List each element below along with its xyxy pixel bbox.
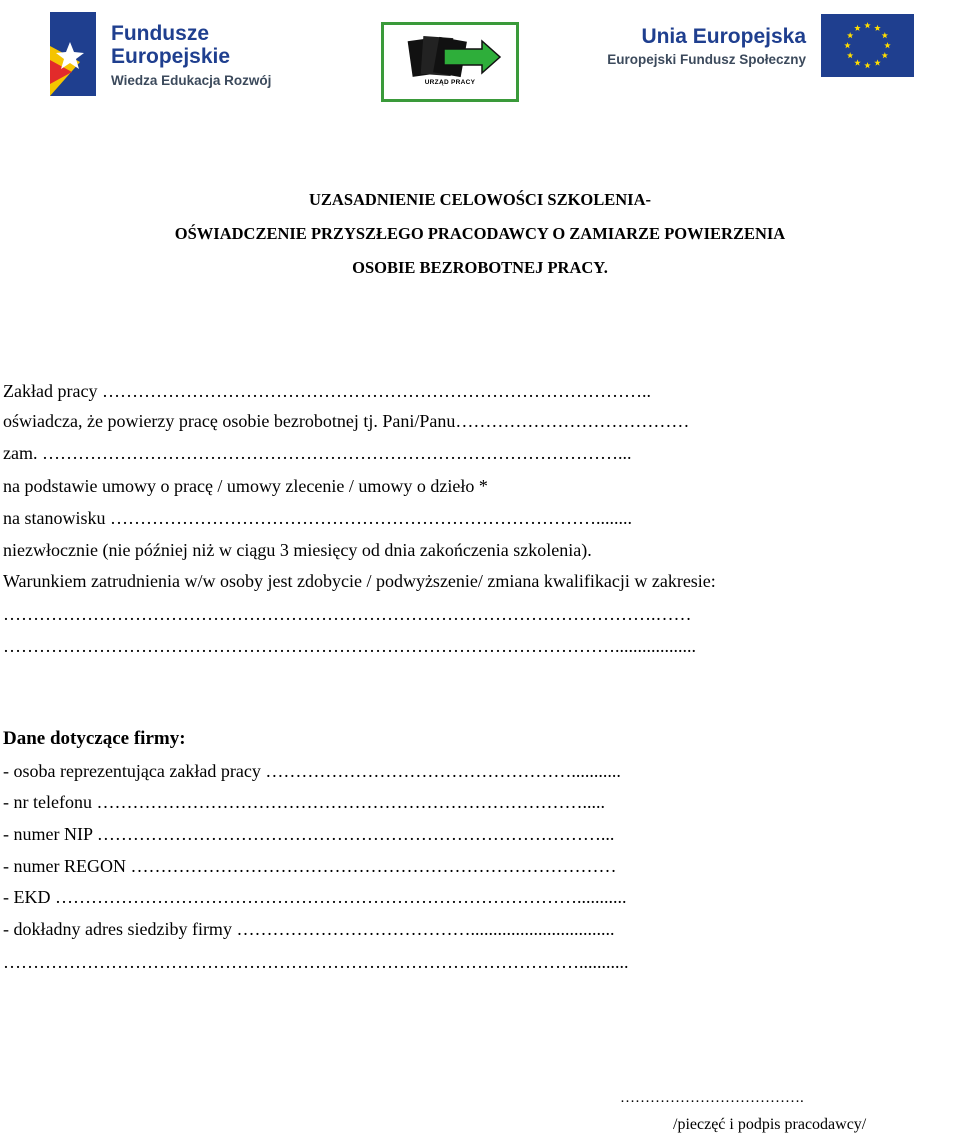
fundusze-title-line1: Fundusze	[111, 22, 209, 45]
company-data-title: Dane dotyczące firmy:	[3, 728, 186, 749]
signature-label: /pieczęć i podpis pracodawcy/	[673, 1116, 867, 1133]
fundusze-title	[111, 22, 230, 68]
company-field-address-continued: ……………………………………………………………………………………...........	[3, 952, 629, 972]
document-heading	[0, 183, 960, 285]
fundusze-europejskie-flag-icon	[50, 12, 96, 96]
kwalifikacje-dots-line-1: ……………………………………………………………………………………………….……	[3, 604, 692, 624]
umowa-line: na podstawie umowy o pracę / umowy zlecenie / umowy o dzieło *	[3, 476, 488, 496]
fundusze-title-line2: Europejskie	[111, 45, 231, 68]
company-field-nip: - numer NIP …………………………………………………………………………...	[3, 824, 615, 844]
kwalifikacje-dots-line-2: …………………………………………………………………………………………..................	[3, 636, 696, 656]
zam-line: zam. ……………………………………………………………………………………...	[3, 443, 632, 463]
company-field-regon: - numer REGON ………………………………………………………………………	[3, 856, 617, 876]
urzad-pracy-emblem-icon	[384, 25, 516, 99]
heading-line-2: OŚWIADCZENIE PRZYSZŁEGO PRACODAWCY O ZAMIARZE POWIERZENIA	[174, 224, 786, 243]
urzad-pracy-logo	[381, 22, 519, 102]
warunkiem-line: Warunkiem zatrudnienia w/w osoby jest zdobycie / podwyższenie/ zmiana kwalifikacji w zakresie:	[3, 571, 716, 591]
urzad-pracy-text: URZĄD PRACY	[424, 79, 476, 86]
stanowisko-line: na stanowisku ………………………………………………………………………........	[3, 508, 632, 528]
efs-subtitle: Europejski Fundusz Społeczny	[607, 52, 806, 67]
company-field-phone: - nr telefonu ……………………………………………………………………….....	[3, 792, 605, 812]
company-field-representative: - osoba reprezentująca zakład pracy ……………………………………………...........	[3, 761, 621, 781]
eu-flag-icon	[821, 14, 914, 77]
signature-dots: ……………………………….	[620, 1090, 804, 1106]
unia-europejska-text	[606, 24, 806, 70]
heading-line-3: OSOBIE BEZROBOTNEJ PRACY.	[352, 258, 608, 277]
niezwlocznie-line: niezwłocznie (nie później niż w ciągu 3 miesięcy od dnia zakończenia szkolenia).	[3, 540, 592, 560]
company-field-ekd: - EKD ……………………………………………………………………………...........	[3, 887, 627, 907]
heading-line-1: UZASADNIENIE CELOWOŚCI SZKOLENIA-	[309, 190, 651, 209]
company-field-address: - dokładny adres siedziby firmy …………………………………................................	[3, 919, 615, 939]
fundusze-europejskie-logo	[50, 12, 280, 98]
oswiadcza-line: oświadcza, że powierzy pracę osobie bezrobotnej tj. Pani/Panu…………………………………	[3, 411, 690, 431]
unia-europejska-title: Unia Europejska	[641, 25, 806, 48]
zaklad-pracy-line: Zakład pracy ………………………………………………………………………………..	[3, 381, 651, 401]
fundusze-subtitle: Wiedza Edukacja Rozwój	[111, 73, 272, 88]
